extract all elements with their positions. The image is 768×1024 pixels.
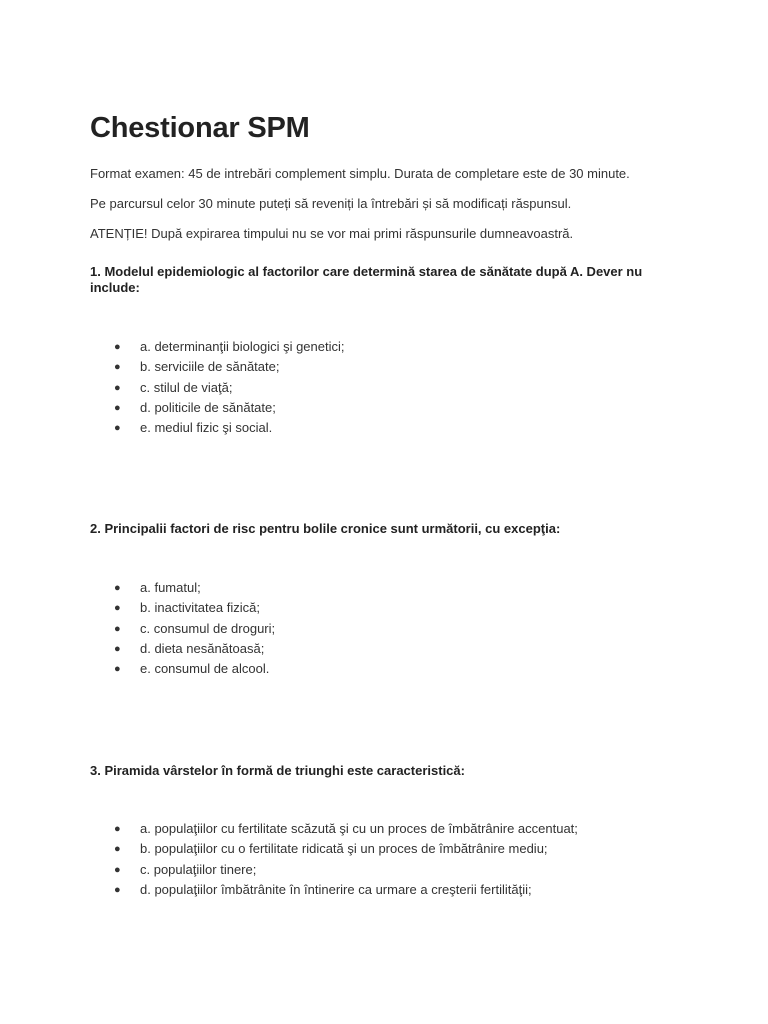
option-label: b. populaţiilor cu o fertilitate ridicată şi un proces de îmbătrânire mediu; bbox=[140, 841, 548, 857]
question-3-options bbox=[90, 819, 578, 900]
question-1-options bbox=[90, 337, 345, 438]
option-label: d. dieta nesănătoasă; bbox=[140, 640, 265, 656]
bullet-icon: ● bbox=[114, 602, 121, 615]
intro-format: Format examen: 45 de intrebări complement simplu. Durata de completare este de 30 minute. bbox=[90, 166, 630, 181]
option-label: c. populaţiilor tinere; bbox=[140, 861, 257, 877]
bullet-icon: ● bbox=[114, 361, 121, 374]
option-label: a. populaţiilor cu fertilitate scăzută şi cu un proces de îmbătrânire accentuat; bbox=[140, 821, 578, 836]
bullet-icon: ● bbox=[114, 341, 121, 353]
bullet-icon: ● bbox=[114, 823, 121, 835]
page-title: Chestionar SPM bbox=[90, 112, 310, 144]
intro-warning: ATENȚIE! După expirarea timpului nu se vor mai primi răspunsurile dumneavoastră. bbox=[90, 226, 574, 241]
question-2-option-a bbox=[90, 578, 275, 598]
bullet-icon: ● bbox=[114, 863, 121, 876]
question-3-option-a bbox=[90, 819, 578, 839]
question-1-option-a bbox=[90, 337, 345, 357]
bullet-icon: ● bbox=[114, 622, 121, 635]
bullet-icon: ● bbox=[114, 642, 121, 655]
question-3-option-d bbox=[90, 880, 578, 900]
option-label: c. stilul de viaţă; bbox=[140, 379, 233, 395]
question-3-option-b bbox=[90, 839, 578, 859]
option-label: d. politicile de sănătate; bbox=[140, 399, 276, 415]
question-1-option-e bbox=[90, 418, 345, 438]
question-2-option-d bbox=[90, 639, 275, 659]
option-label: c. consumul de droguri; bbox=[140, 620, 276, 636]
option-label: b. serviciile de sănătate; bbox=[140, 359, 280, 375]
option-label: a. fumatul; bbox=[140, 580, 201, 595]
option-label: e. consumul de alcool. bbox=[140, 661, 270, 677]
question-2-option-b bbox=[90, 598, 275, 618]
question-3-option-c bbox=[90, 860, 578, 880]
bullet-icon: ● bbox=[114, 582, 121, 594]
question-2-title: 2. Principalii factori de risc pentru bolile cronice sunt următorii, cu excepţia: bbox=[90, 521, 561, 536]
option-label: b. inactivitatea fizică; bbox=[140, 600, 260, 616]
question-1-option-d bbox=[90, 398, 345, 418]
bullet-icon: ● bbox=[114, 883, 121, 896]
question-1-option-c bbox=[90, 378, 345, 398]
option-label: a. determinanţii biologici şi genetici; bbox=[140, 339, 345, 354]
question-2-option-e bbox=[90, 659, 275, 679]
bullet-icon: ● bbox=[114, 663, 121, 676]
bullet-icon: ● bbox=[114, 843, 121, 856]
question-1-option-b bbox=[90, 357, 345, 377]
question-3-title: 3. Piramida vârstelor în formă de triunghi este caracteristică: bbox=[90, 763, 465, 778]
option-label: d. populaţiilor îmbătrânite în întinerire ca urmare a creşterii fertilităţii; bbox=[140, 881, 532, 897]
bullet-icon: ● bbox=[114, 381, 121, 394]
option-label: e. mediul fizic şi social. bbox=[140, 420, 273, 436]
question-2-options bbox=[90, 578, 275, 679]
bullet-icon: ● bbox=[114, 422, 121, 435]
bullet-icon: ● bbox=[114, 401, 121, 414]
intro-duration: Pe parcursul celor 30 minute puteți să reveniți la întrebări și să modificați răspunsul. bbox=[90, 196, 572, 211]
question-1-title: 1. Modelul epidemiologic al factorilor care determină starea de sănătate după A. Dever nu include: bbox=[90, 264, 643, 295]
question-2-option-c bbox=[90, 619, 275, 639]
